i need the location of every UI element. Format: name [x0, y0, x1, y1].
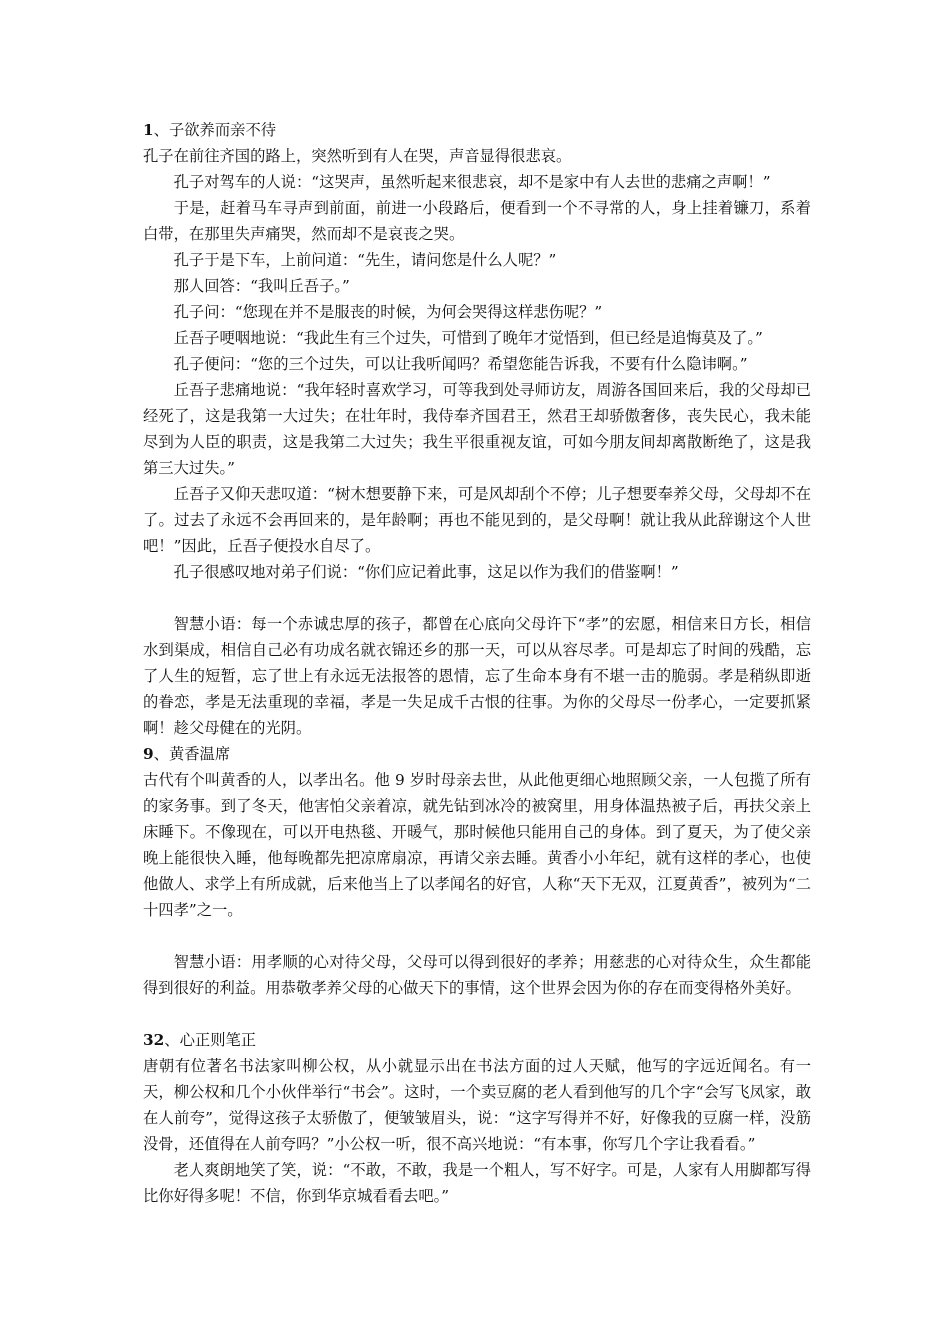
blank-line — [143, 923, 811, 949]
story-1-paragraph: 孔子很感叹地对弟子们说：“你们应记着此事，这足以作为我们的借鉴啊！” — [173, 563, 679, 581]
story-1-paragraph: 孔子便问：“您的三个过失，可以让我听闻吗？希望您能告诉我，不要有什么隐讳啊。” — [173, 355, 748, 373]
blank-line — [143, 585, 811, 611]
story-32-title: 、心正则笔正 — [164, 1031, 257, 1049]
story-1-paragraph: 丘吾子哽咽地说：“我此生有三个过失，可惜到了晚年才觉悟到，但已经是追悔莫及了。” — [173, 329, 763, 347]
story-9-number: 9 — [143, 745, 154, 763]
story-1-paragraph: 丘吾子又仰天悲叹道：“树木想要静下来，可是风却刮个不停；儿子想要奉养父母，父母却不在了。过去了永远不会再回来的，是年龄啊；再也不能见到的，是父母啊！就让我从此辞谢这个人世吧！”因此，丘吾子便投水自尽了。 — [143, 485, 811, 555]
story-1-paragraph: 于是，赶着马车寻声到前面，前进一小段路后，便看到一个不寻常的人，身上挂着镰刀，系着白带，在那里失声痛哭，然而却不是哀丧之哭。 — [143, 199, 811, 243]
story-32-paragraph: 唐朝有位著名书法家叫柳公权，从小就显示出在书法方面的过人天赋，他写的字远近闻名。有一天，柳公权和几个小伙伴举行“书会”。这时，一个卖豆腐的老人看到他写的几个字“会写飞凤家，敢在人前夸”，觉得这孩子太骄傲了，便皱皱眉头，说：“这字写得并不好，好像我的豆腐一样，没筋没骨，还值得在人前夸吗？”小公权一听，很不高兴地说：“有本事，你写几个字让我看看。” — [143, 1057, 811, 1153]
story-1-paragraph: 丘吾子悲痛地说：“我年轻时喜欢学习，可等我到处寻师访友，周游各国回来后，我的父母却已经死了，这是我第一大过失；在壮年时，我侍奉齐国君王，然君王却骄傲奢侈，丧失民心，我未能尽到为人臣的职责，这是我第二大过失；我生平很重视友谊，可如今朋友间却离散断绝了，这是我第三大过失。” — [143, 381, 811, 477]
story-1-paragraph: 孔子问：“您现在并不是服丧的时候，为何会哭得这样悲伤呢？” — [173, 303, 603, 321]
story-1-title: 、子欲养而亲不待 — [153, 121, 277, 139]
story-32-paragraph: 老人爽朗地笑了笑，说：“不敢，不敢，我是一个粗人，写不好字。可是，人家有人用脚都写得比你好得多呢！不信，你到华京城看看去吧。” — [143, 1161, 811, 1205]
story-1-paragraph: 孔子于是下车，上前问道：“先生，请问您是什么人呢？” — [173, 251, 557, 269]
story-9-wisdom-note: 智慧小语：用孝顺的心对待父母，父母可以得到很好的孝养；用慈悲的心对待众生，众生都能得到很好的利益。用恭敬孝养父母的心做天下的事情，这个世界会因为你的存在而变得格外美好。 — [143, 953, 811, 997]
story-1-paragraph: 孔子对驾车的人说：“这哭声，虽然听起来很悲哀，却不是家中有人去世的悲痛之声啊！” — [173, 173, 771, 191]
story-1-heading — [143, 117, 811, 143]
story-32-heading — [143, 1027, 811, 1053]
document-page — [143, 117, 811, 1209]
story-1-number: 1 — [143, 121, 154, 139]
story-1-paragraph: 孔子在前往齐国的路上，突然听到有人在哭，声音显得很悲哀。 — [143, 147, 572, 165]
story-32-number: 32 — [143, 1031, 165, 1049]
story-9-paragraph: 古代有个叫黄香的人，以孝出名。他 9 岁时母亲去世，从此他更细心地照顾父亲，一人包揽了所有的家务事。到了冬天，他害怕父亲着凉，就先钻到冰冷的被窝里，用身体温热被子后，再扶父亲上床睡下。不像现在，可以开电热毯、开暖气，那时候他只能用自己的身体。到了夏天，为了使父亲晚上能很快入睡，他每晚都先把凉席扇凉，再请父亲去睡。黄香小小年纪，就有这样的孝心，也使他做人、求学上有所成就，后来他当上了以孝闻名的好官，人称“天下无双，江夏黄香”，被列为“二十四孝”之一。 — [143, 771, 811, 919]
story-9-heading — [143, 741, 811, 767]
story-1-wisdom-note: 智慧小语：每一个赤诚忠厚的孩子，都曾在心底向父母许下“孝”的宏愿，相信来日方长，相信水到渠成，相信自己必有功成名就衣锦还乡的那一天，可以从容尽孝。可是却忘了时间的残酷，忘了人生的短暂，忘了世上有永远无法报答的恩情，忘了生命本身有不堪一击的脆弱。孝是稍纵即逝的眷恋，孝是无法重现的幸福，孝是一失足成千古恨的往事。为你的父母尽一份孝心，一定要抓紧啊！趁父母健在的光阴。 — [143, 615, 811, 737]
story-9-title: 、黄香温席 — [153, 745, 231, 763]
blank-line — [143, 1001, 811, 1027]
story-1-paragraph: 那人回答：“我叫丘吾子。” — [173, 277, 350, 295]
